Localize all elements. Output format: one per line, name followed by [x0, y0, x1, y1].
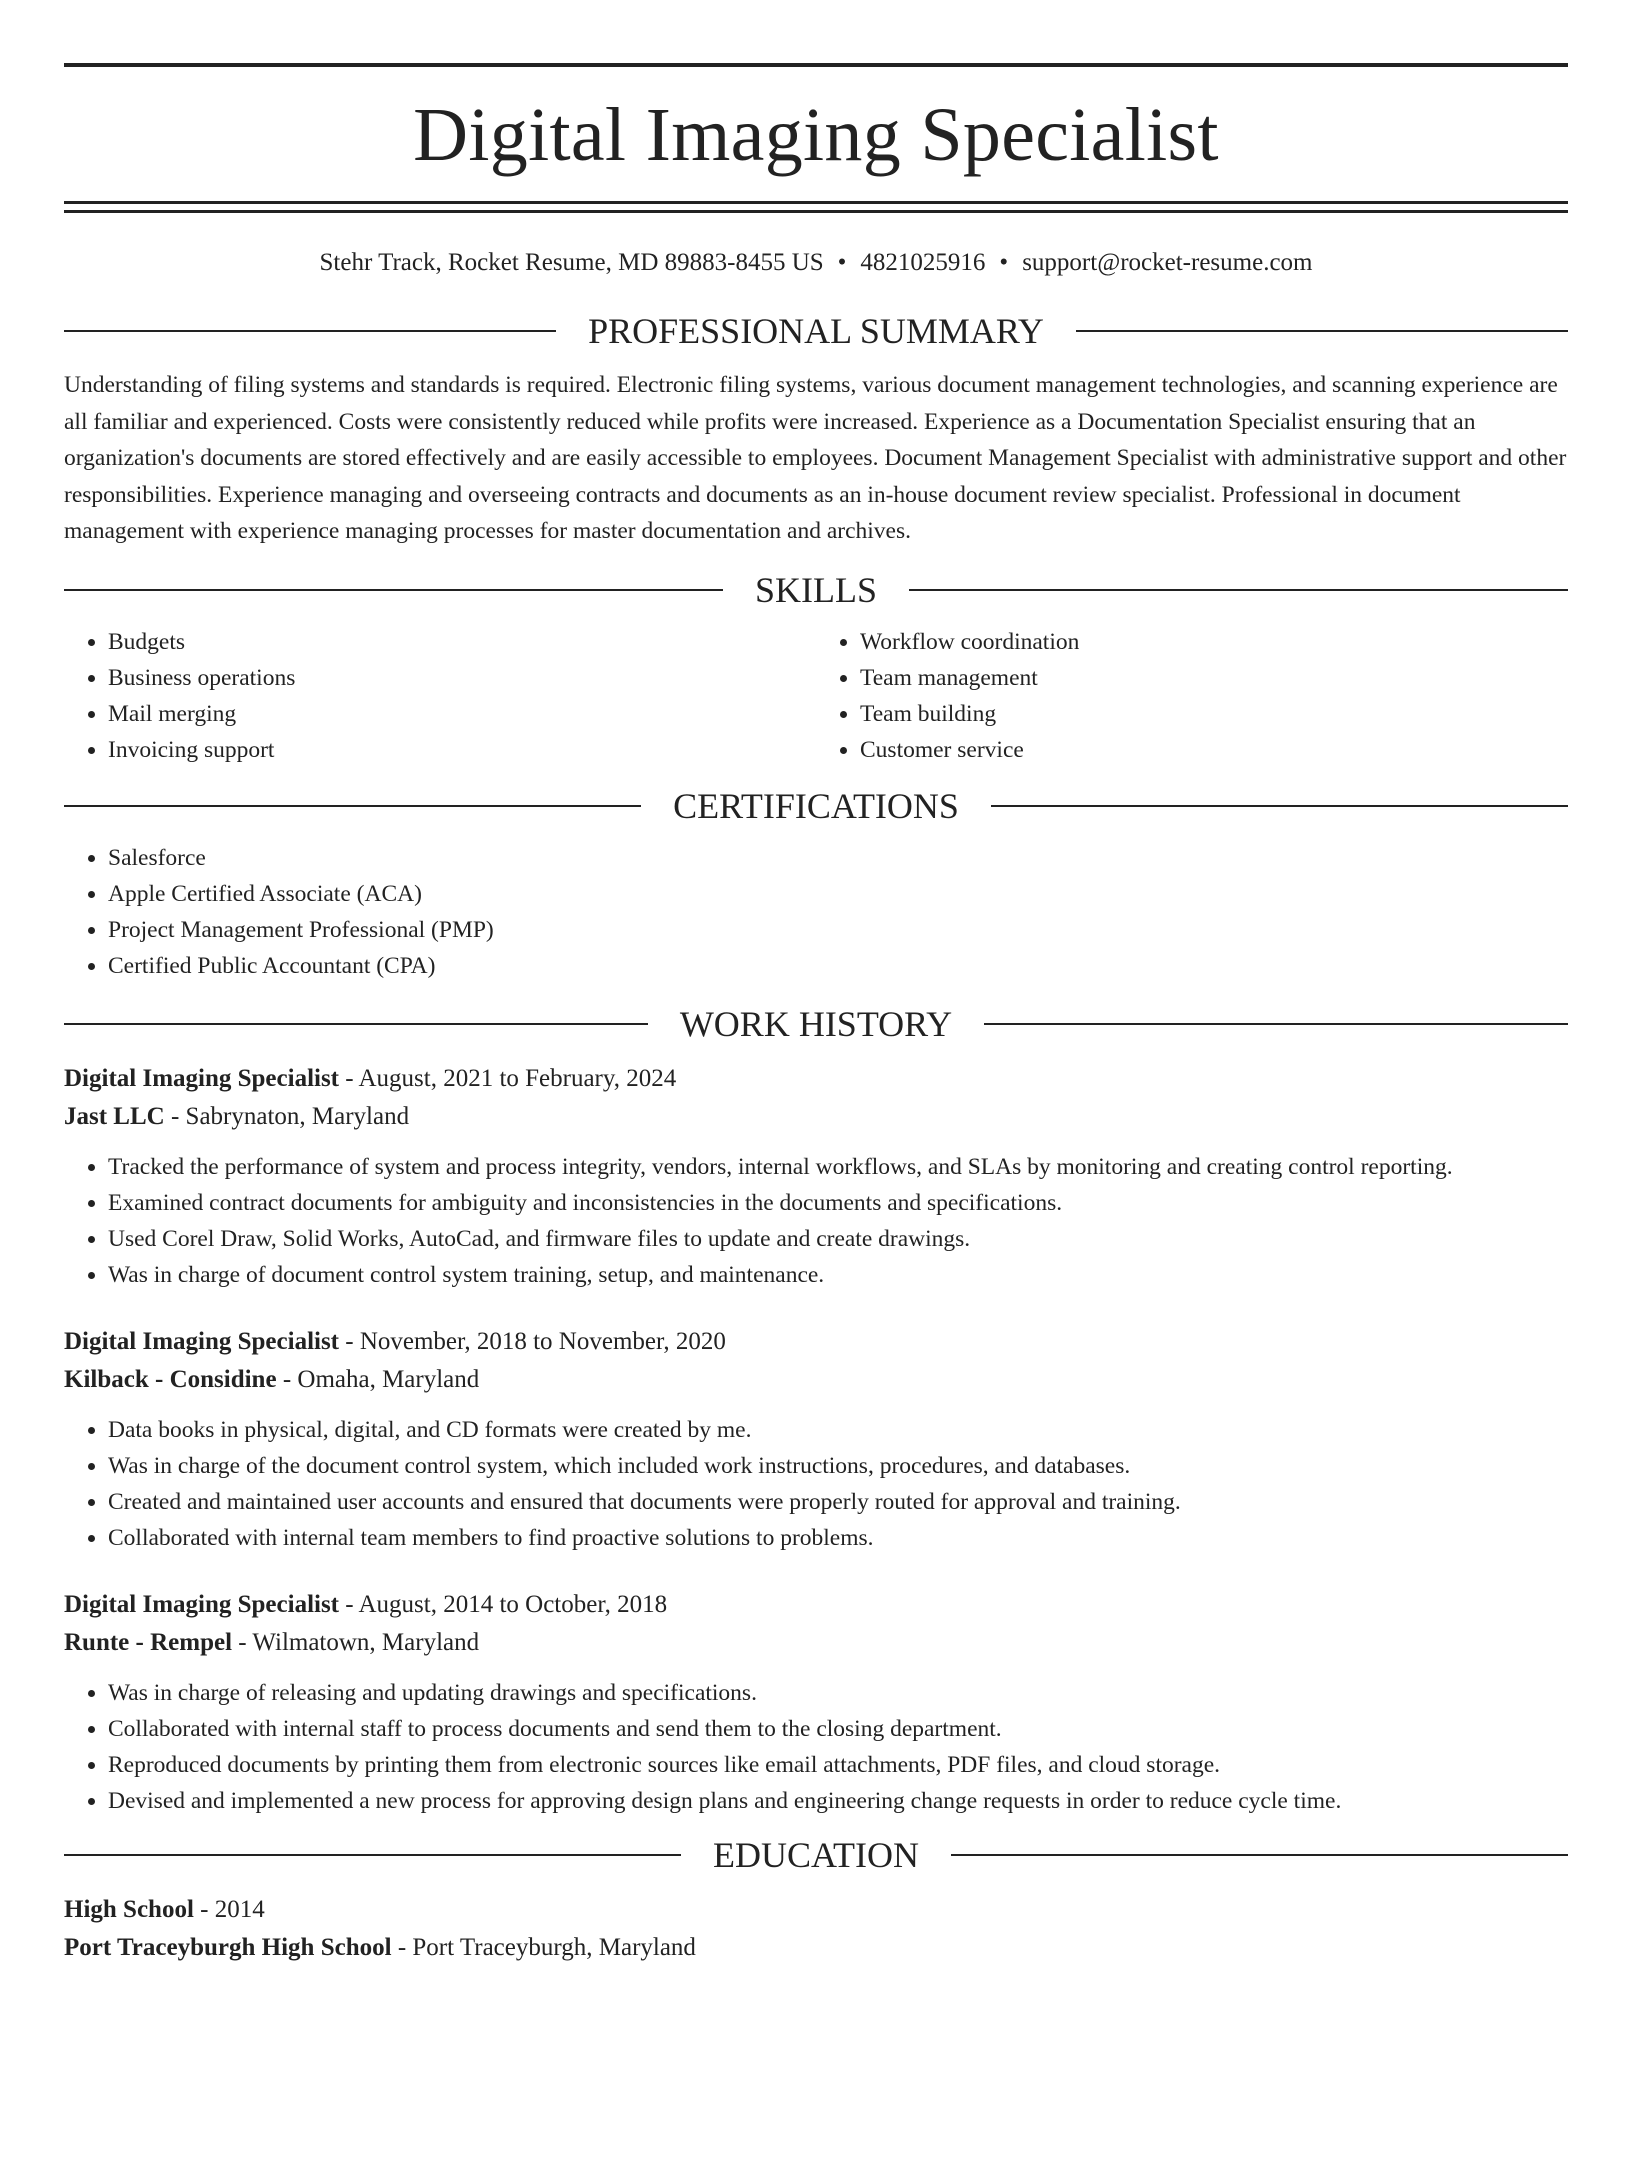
section-header-work-history	[64, 1002, 1568, 1046]
job-bullet: • Collaborated with internal staff to process documents and send them to the closing department.	[108, 1711, 1568, 1747]
section-rule	[909, 589, 1568, 591]
skill-item: • Team building	[860, 696, 1568, 732]
job-bullet: • Reproduced documents by printing them from electronic sources like email attachments, PDF files, and cloud storage.	[108, 1747, 1568, 1783]
education-entry	[64, 1891, 1568, 1967]
education-school-line	[64, 1929, 1568, 1967]
education-degree: High School	[64, 1895, 194, 1923]
job-dates: - August, 2021 to February, 2024	[339, 1064, 677, 1092]
education-year: - 2014	[193, 1895, 265, 1923]
job-dates: - November, 2018 to November, 2020	[339, 1327, 726, 1355]
section-rule	[64, 589, 723, 591]
section-header-education	[64, 1833, 1568, 1877]
job-entry	[64, 1060, 1568, 1293]
job-title-line	[64, 1323, 1568, 1361]
certifications-list	[64, 840, 1568, 984]
resume-page	[0, 63, 1632, 2175]
skill-item: • Budgets	[108, 624, 816, 660]
section-title-education: EDUCATION	[713, 1834, 919, 1875]
resume-title: Digital Imaging Specialist	[413, 93, 1219, 177]
job-bullet: • Data books in physical, digital, and CD formats were created by me.	[108, 1412, 1568, 1448]
job-title: Digital Imaging Specialist	[64, 1590, 340, 1618]
section-rule	[64, 1023, 648, 1025]
job-bullet: • Was in charge of the document control system, which included work instructions, procedures, and databases.	[108, 1448, 1568, 1484]
skills-grid	[64, 624, 1568, 768]
skill-item: • Mail merging	[108, 696, 816, 732]
job-company-line	[64, 1098, 1568, 1136]
job-company-line	[64, 1624, 1568, 1662]
job-bullet: • Used Corel Draw, Solid Works, AutoCad, and firmware files to update and create drawings.	[108, 1221, 1568, 1257]
contact-address: Stehr Track, Rocket Resume, MD 89883-8455 US	[319, 249, 824, 276]
section-rule	[64, 1854, 681, 1856]
skill-item: • Business operations	[108, 660, 816, 696]
section-rule	[951, 1854, 1568, 1856]
section-rule	[991, 805, 1568, 807]
skill-item: • Customer service	[860, 732, 1568, 768]
job-location: - Omaha, Maryland	[276, 1365, 480, 1393]
skill-item: • Invoicing support	[108, 732, 816, 768]
job-bullet: • Collaborated with internal team members to find proactive solutions to problems.	[108, 1520, 1568, 1556]
section-rule	[984, 1023, 1568, 1025]
job-bullet: • Tracked the performance of system and process integrity, vendors, internal workflows, and SLAs by monitoring and creating control reporting.	[108, 1149, 1568, 1185]
contact-separator: •	[837, 249, 847, 276]
job-bullet: • Created and maintained user accounts and ensured that documents were properly routed for approval and training.	[108, 1484, 1568, 1520]
job-bullets	[64, 1412, 1568, 1556]
job-location: - Wilmatown, Maryland	[232, 1628, 480, 1656]
job-entry	[64, 1586, 1568, 1819]
section-rule	[64, 330, 556, 332]
certification-item: • Apple Certified Associate (ACA)	[108, 876, 1568, 912]
section-header-skills	[64, 568, 1568, 612]
job-location: - Sabrynaton, Maryland	[164, 1102, 410, 1130]
education-degree-line	[64, 1891, 1568, 1929]
summary-paragraph: Understanding of filing systems and standards is required. Electronic filing systems, various document management technologies, and scanning experience are all familiar and experienced. Costs were consistently reduced while profits were increased. Experience as a Documentation Specialist ensuring that an organization's documents are stored effectively and are easily accessible to employees. Document Management Specialist with administrative support and other responsibilities. Experience managing and overseeing contracts and documents as an in-house document review specialist. Professional in document management with experience managing processes for master documentation and archives.	[64, 372, 1567, 544]
education-location: - Port Traceyburgh, Maryland	[391, 1933, 696, 1961]
contact-line	[64, 247, 1568, 279]
job-bullet: • Devised and implemented a new process for approving design plans and engineering change requests in order to reduce cycle time.	[108, 1783, 1568, 1819]
education-school: Port Traceyburgh High School	[64, 1933, 392, 1961]
skills-list-right	[816, 624, 1568, 768]
section-header-certifications	[64, 784, 1568, 828]
contact-phone: 4821025916	[860, 249, 986, 276]
job-bullets	[64, 1149, 1568, 1293]
job-bullet: • Examined contract documents for ambiguity and inconsistencies in the documents and specifications.	[108, 1185, 1568, 1221]
skills-list-left	[64, 624, 816, 768]
job-dates: - August, 2014 to October, 2018	[339, 1590, 668, 1618]
section-title-certifications: CERTIFICATIONS	[673, 785, 959, 826]
section-title-work-history: WORK HISTORY	[679, 1003, 953, 1044]
job-bullet: • Was in charge of document control system training, setup, and maintenance.	[108, 1257, 1568, 1293]
certification-item: • Salesforce	[108, 840, 1568, 876]
job-company: Runte - Rempel	[64, 1628, 233, 1656]
contact-email: support@rocket-resume.com	[1022, 249, 1313, 276]
job-bullets	[64, 1675, 1568, 1819]
section-header-summary	[64, 309, 1568, 353]
job-title-line	[64, 1586, 1568, 1624]
section-rule	[64, 805, 641, 807]
certification-item: • Certified Public Accountant (CPA)	[108, 948, 1568, 984]
job-bullet: • Was in charge of releasing and updating drawings and specifications.	[108, 1675, 1568, 1711]
title-double-rule	[64, 201, 1568, 213]
job-company-line	[64, 1361, 1568, 1399]
section-title-skills: SKILLS	[755, 569, 878, 610]
section-rule	[1076, 330, 1568, 332]
skill-item: • Team management	[860, 660, 1568, 696]
job-company: Kilback - Considine	[64, 1365, 277, 1393]
job-entry	[64, 1323, 1568, 1556]
job-company: Jast LLC	[64, 1102, 165, 1130]
certification-item: • Project Management Professional (PMP)	[108, 912, 1568, 948]
contact-separator: •	[999, 249, 1009, 276]
job-title-line	[64, 1060, 1568, 1098]
section-title-summary: PROFESSIONAL SUMMARY	[588, 311, 1044, 351]
job-title: Digital Imaging Specialist	[64, 1064, 340, 1092]
job-title: Digital Imaging Specialist	[64, 1327, 340, 1355]
skill-item: • Workflow coordination	[860, 624, 1568, 660]
